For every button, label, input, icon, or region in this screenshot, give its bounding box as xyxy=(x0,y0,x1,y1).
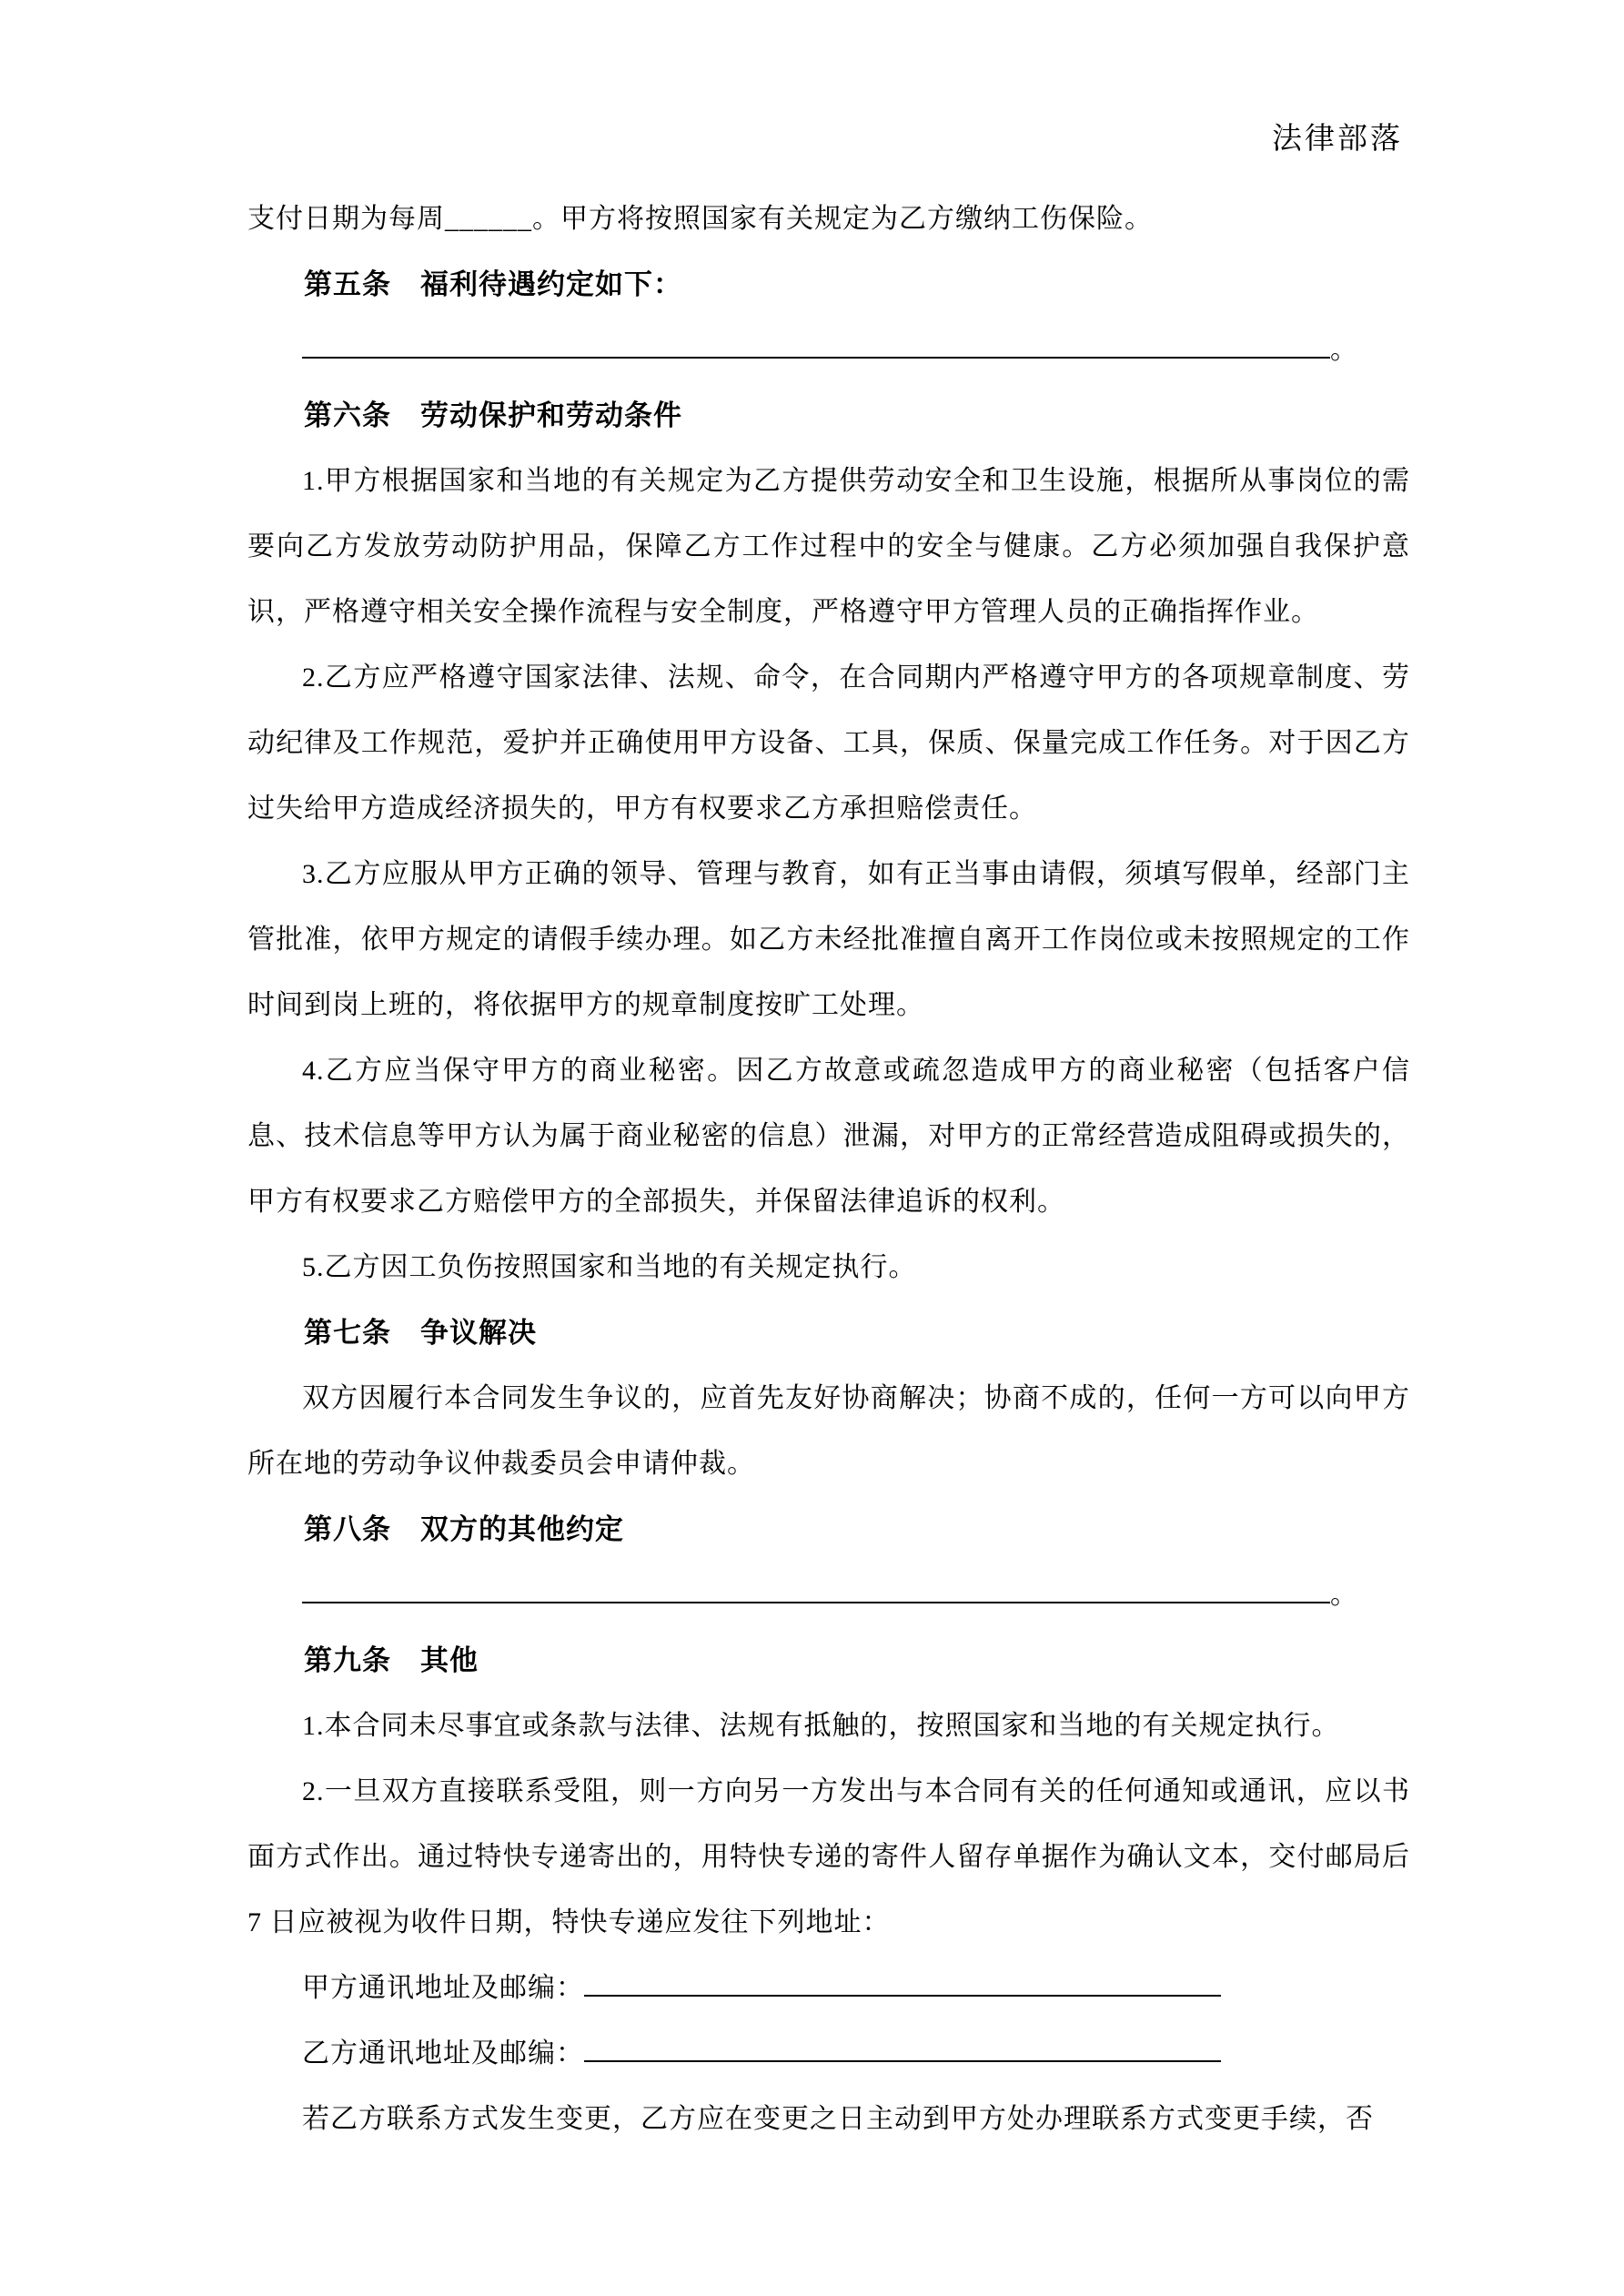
heading-article-5: 第五条 福利待遇约定如下： xyxy=(304,268,682,300)
clause-7-text: 双方因履行本合同发生争议的，应首先友好协商解决；协商不成的，任何一方可以向甲方所在地的劳动争议仲裁委员会申请仲裁。 xyxy=(247,1383,1410,1479)
party-a-address-label: 甲方通讯地址及邮编： xyxy=(302,1973,584,2003)
party-b-address-blank xyxy=(584,2034,1221,2063)
paragraph-contact-change-cutoff: 若乙方联系方式发生变更，乙方应在变更之日主动到甲方处办理联系方式变更手续，否 xyxy=(302,2104,1374,2134)
fill-in-blank-article-5 xyxy=(302,330,1330,359)
site-watermark: 法律部落 xyxy=(1272,123,1403,156)
heading-article-6: 第六条 劳动保护和劳动条件 xyxy=(304,400,682,431)
clause-6-4: 4.乙方应当保守甲方的商业秘密。因乙方故意或疏忽造成甲方的商业秘密（包括客户信息、技术信息等甲方认为属于商业秘密的信息）泄漏，对甲方的正常经营造成阻碍或损失的，甲方有权要求乙方赔偿甲方的全部损失，并保留法律追诉的权利。 xyxy=(247,1056,1410,1217)
clause-6-5: 5.乙方因工负伤按照国家和当地的有关规定执行。 xyxy=(302,1252,917,1282)
clause-9-1: 1.本合同未尽事宜或条款与法律、法规有抵触的，按照国家和当地的有关规定执行。 xyxy=(302,1711,1340,1741)
fill-in-blank-article-8 xyxy=(302,1575,1330,1604)
heading-article-8: 第八条 双方的其他约定 xyxy=(304,1513,624,1545)
blank-line-article-5 xyxy=(247,318,1410,383)
clause-6-2: 2.乙方应严格遵守国家法律、法规、命令，在合同期内严格遵守甲方的各项规章制度、劳动纪律及工作规范，爱护并正确使用甲方设备、工具，保质、保量完成工作任务。对于因乙方过失给甲方造成经济损失的，甲方有权要求乙方承担赔偿责任。 xyxy=(247,663,1410,824)
blank-line-period-1: 。 xyxy=(1330,335,1358,365)
field-party-a-address xyxy=(247,1956,1410,2021)
clause-6-3: 3.乙方应服从甲方正确的领导、管理与教育，如有正当事由请假，须填写假单，经部门主管批准，依甲方规定的请假手续办理。如乙方未经批准擅自离开工作岗位或未按照规定的工作时间到岗上班的，将依据甲方的规章制度按旷工处理。 xyxy=(247,859,1410,1020)
heading-article-9: 第九条 其他 xyxy=(304,1644,479,1676)
blank-line-article-8 xyxy=(247,1563,1410,1628)
blank-line-period-2: 。 xyxy=(1330,1580,1358,1610)
heading-article-7: 第七条 争议解决 xyxy=(304,1317,537,1349)
clause-9-2: 2.一旦双方直接联系受阻，则一方向另一方发出与本合同有关的任何通知或通讯，应以书面方式作出。通过特快专递寄出的，用特快专递的寄件人留存单据作为确认文本，交付邮局后 7 日应被视为收件日期，特快专递应发往下列地址： xyxy=(247,1776,1410,1937)
party-b-address-label: 乙方通讯地址及邮编： xyxy=(302,2038,584,2068)
clause-6-1: 1.甲方根据国家和当地的有关规定为乙方提供劳动安全和卫生设施，根据所从事岗位的需要向乙方发放劳动防护用品，保障乙方工作过程中的安全与健康。乙方必须加强自我保护意识，严格遵守相关安全操作流程与安全制度，严格遵守甲方管理人员的正确指挥作业。 xyxy=(247,466,1410,627)
party-a-address-blank xyxy=(584,1968,1221,1998)
paragraph-payment-continuation: 支付日期为每周______。甲方将按照国家有关规定为乙方缴纳工伤保险。 xyxy=(247,204,1153,234)
field-party-b-address xyxy=(247,2021,1410,2087)
document-content xyxy=(247,187,1410,2152)
